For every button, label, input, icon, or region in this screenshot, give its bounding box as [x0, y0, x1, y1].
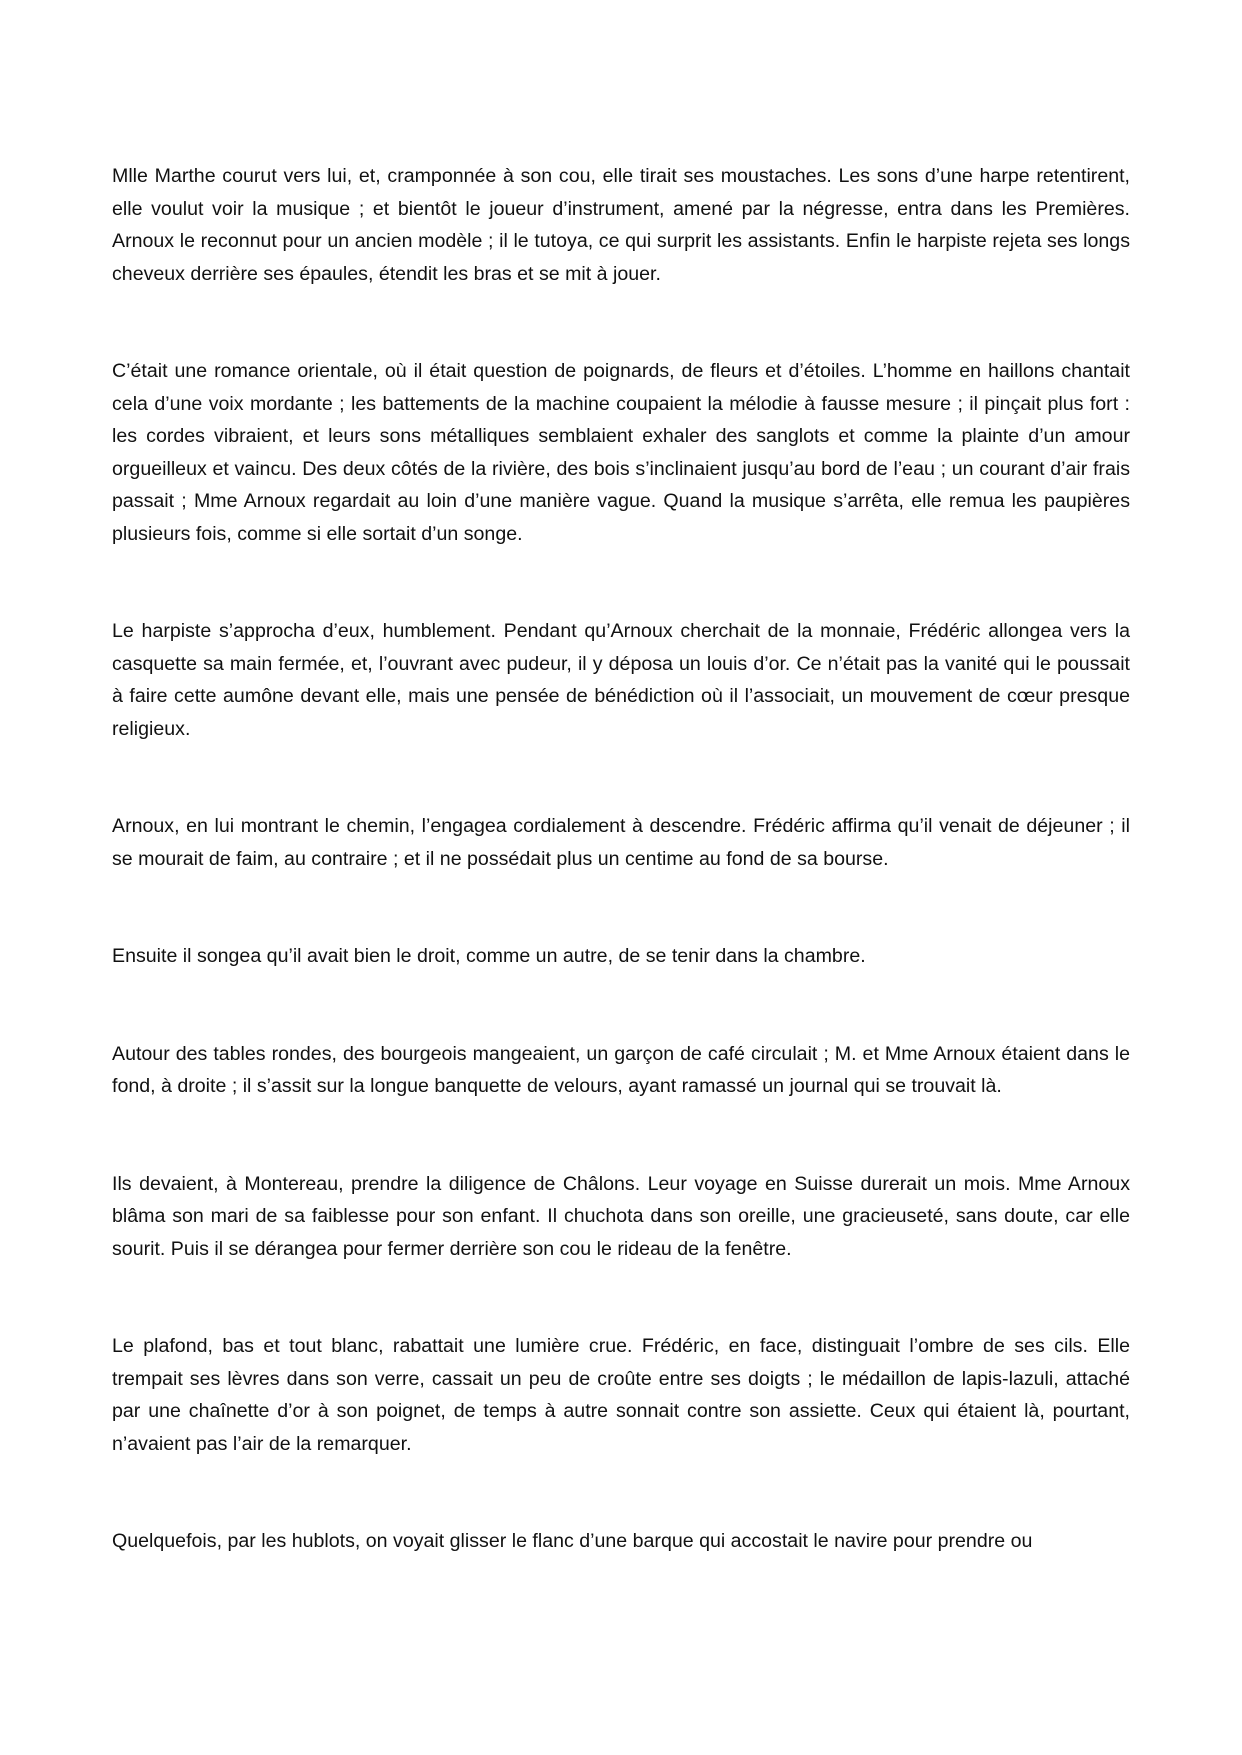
paragraph-truncated: Quelquefois, par les hublots, on voyait glisser le flanc d’une barque qui accostait le navire pour prendre ou — [112, 1530, 1033, 1552]
paragraph: Ensuite il songea qu’il avait bien le droit, comme un autre, de se tenir dans la chambre. — [112, 945, 866, 967]
paragraph: Le harpiste s’approcha d’eux, humblement. Pendant qu’Arnoux cherchait de la monnaie, Frédéric allongea vers la casquette sa main fermée, et, l’ouvrant avec pudeur, il y déposa un louis d’or. Ce n’était pas la vanité qui le poussait à faire cette aumône devant elle, mais une pensée de bénédiction où il l’associait, un mouvement de cœur presque religieux. — [112, 620, 1130, 740]
paragraph: Ils devaient, à Montereau, prendre la diligence de Châlons. Leur voyage en Suisse durerait un mois. Mme Arnoux blâma son mari de sa faiblesse pour son enfant. Il chuchota dans son oreille, une gracieuseté, sans doute, car elle sourit. Puis il se dérangea pour fermer derrière son cou le rideau de la fenêtre. — [112, 1172, 1130, 1260]
paragraph: Arnoux, en lui montrant le chemin, l’engagea cordialement à descendre. Frédéric affirma qu’il venait de déjeuner ; il se mourait de faim, au contraire ; et il ne possédait plus un centime au fond de sa bourse. — [112, 815, 1130, 870]
paragraph: Mlle Marthe courut vers lui, et, cramponnée à son cou, elle tirait ses moustaches. Les sons d’une harpe retentirent, elle voulut voir la musique ; et bientôt le joueur d’instrument, amené par la négresse, entra dans les Premières. Arnoux le reconnut pour un ancien modèle ; il le tutoya, ce qui surprit les assistants. Enfin le harpiste rejeta ses longs cheveux derrière ses épaules, étendit les bras et se mit à jouer. — [112, 165, 1130, 285]
paragraph: Autour des tables rondes, des bourgeois mangeaient, un garçon de café circulait ; M. et Mme Arnoux étaient dans le fond, à droite ; il s’assit sur la longue banquette de velours, ayant ramassé un journal qui se trouvait là. — [112, 1042, 1130, 1097]
paragraph: Le plafond, bas et tout blanc, rabattait une lumière crue. Frédéric, en face, distinguait l’ombre de ses cils. Elle trempait ses lèvres dans son verre, cassait un peu de croûte entre ses doigts ; le médaillon de lapis-lazuli, attaché par une chaînette d’or à son poignet, de temps à autre sonnait contre son assiette. Ceux qui étaient là, pourtant, n’avaient pas l’air de la remarquer. — [112, 1335, 1130, 1455]
paragraph: C’était une romance orientale, où il était question de poignards, de fleurs et d’étoiles. L’homme en haillons chantait cela d’une voix mordante ; les battements de la machine coupaient la mélodie à fausse mesure ; il pinçait plus fort : les cordes vibraient, et leurs sons métalliques semblaient exhaler des sanglots et comme la plainte d’un amour orgueilleux et vaincu. Des deux côtés de la rivière, des bois s’inclinaient jusqu’au bord de l’eau ; un courant d’air frais passait ; Mme Arnoux regardait au loin d’une manière vague. Quand la musique s’arrêta, elle remua les paupières plusieurs fois, comme si elle sortait d’un songe. — [112, 360, 1130, 545]
body-text — [112, 160, 1130, 1558]
